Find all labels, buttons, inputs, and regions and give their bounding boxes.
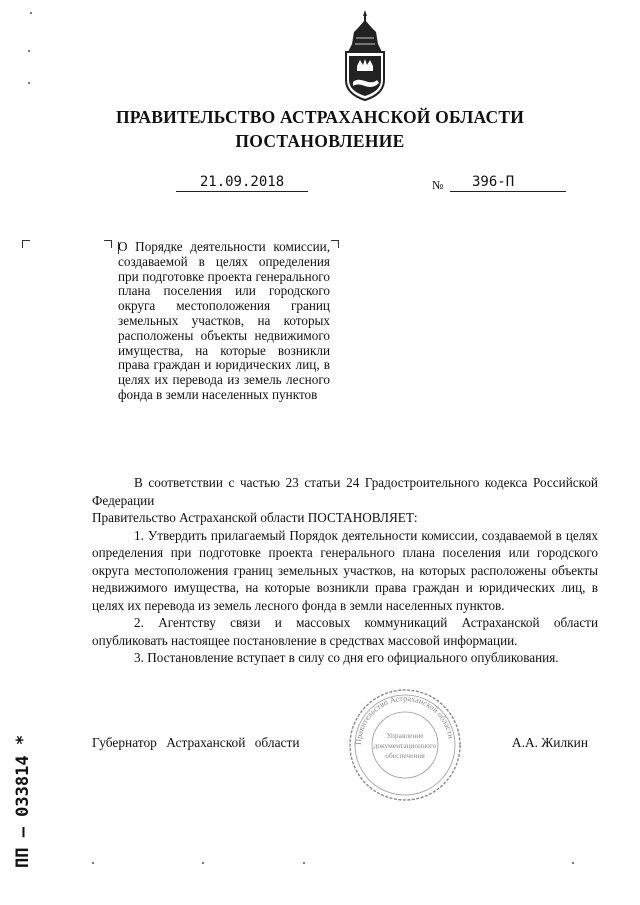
preamble-paragraph: В соответствии с частью 23 статьи 24 Градостроительного кодекса Российской Федерации [92, 475, 598, 508]
scan-speck [30, 12, 32, 14]
item-paragraph-2: 2. Агентству связи и массовых коммуникаций Астраханской области опубликовать настоящее постановление в средствах массовой информации. [92, 615, 598, 648]
resolves-paragraph: Правительство Астраханской области ПОСТАНОВЛЯЕТ: [92, 510, 418, 525]
subject-bracket-right [331, 240, 339, 248]
document-body [92, 474, 598, 667]
scan-speck [92, 862, 94, 864]
seal-center-line-3: обеспечения [385, 751, 425, 760]
document-subject: О Порядке деятельности комиссии, создаваемой в целях определения при подготовке проекта генерального плана поселения или городского округа местоположения границ земельных участков, на которых расположены объекты недвижимого имущества, на которые возникли права граждан и юридических лиц, в целях их перевода из земель лесного фонда в земли населенных пунктов [118, 239, 330, 402]
scan-speck [28, 82, 30, 84]
serial-code-vertical [6, 700, 36, 870]
item-paragraph-1: 1. Утвердить прилагаемый Порядок деятельности комиссии, создаваемой в целях определения при подготовке проекта генерального плана поселения или городского округа местоположения границ земельных участков, на которых расположены объекты недвижимого имущества, на которые возникли права граждан и юридических лиц, в целях их перевода из земель лесного фонда в земли населенных пунктов. [92, 527, 598, 613]
document-type-title: ПОСТАНОВЛЕНИЕ [235, 131, 405, 151]
scan-speck [28, 50, 30, 52]
organization-title: ПРАВИТЕЛЬСТВО АСТРАХАНСКОЙ ОБЛАСТИ [115, 107, 525, 127]
signatory-title: Губернатор Астраханской области [92, 735, 300, 750]
official-seal-stamp [346, 686, 464, 804]
left-margin-bracket [22, 240, 30, 248]
seal-center-line-1: Управление [386, 731, 424, 740]
seal-ring-text: Правительство Астраханской области [353, 693, 456, 746]
signatory-name: А.А. Жилкин [511, 735, 588, 750]
seal-center-line-2: документационного [373, 741, 437, 750]
coat-of-arms-emblem [342, 8, 388, 102]
scan-speck [202, 862, 204, 864]
scan-speck [303, 862, 305, 864]
item-paragraph-3: 3. Постановление вступает в силу со дня его официального опубликования. [134, 650, 559, 665]
document-date: 21.09.2018 [176, 174, 308, 192]
scan-speck [572, 862, 574, 864]
serial-code-text: ПП — 033814 * [13, 734, 33, 868]
subject-bracket-left [104, 240, 112, 248]
number-label: № [432, 178, 444, 192]
document-number: 396-П [450, 174, 566, 192]
